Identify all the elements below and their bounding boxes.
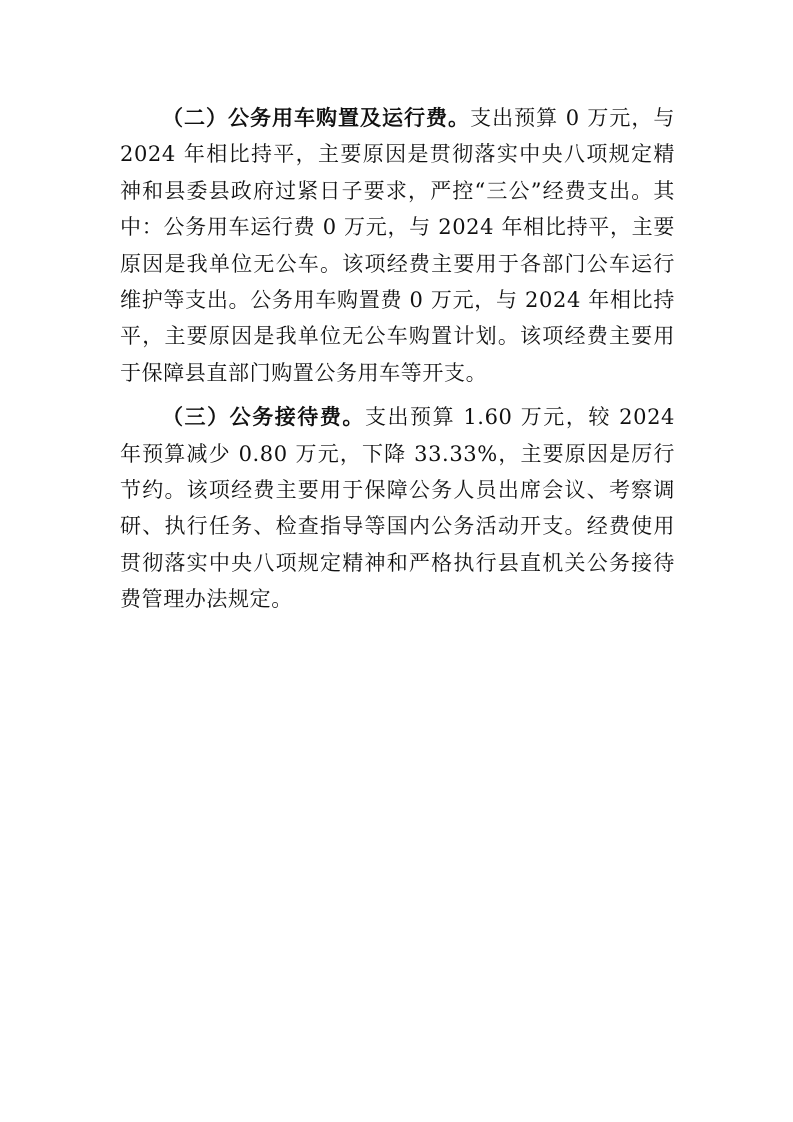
section-body-reception-expenses: 支出预算 1.60 万元，较 2024 年预算减少 0.80 万元，下降 33.33%，主要原因是厉行节约。该项经费主要用于保障公务人员出席会议、考察调研、执行任务、检查指导等国内公务活动开支。经费使用贯彻落实中央八项规定精神和严格执行县直机关公务接待费管理办法规定。 xyxy=(120,405,675,612)
paragraph-reception-expenses xyxy=(120,399,675,617)
section-heading-reception-expenses: （三）公务接待费。 xyxy=(162,404,365,430)
document-content xyxy=(120,100,675,626)
section-body-vehicle-expenses: 支出预算 0 万元，与 2024 年相比持平，主要原因是贯彻落实中央八项规定精神和县委县政府过紧日子要求，严控“三公”经费支出。其中：公务用车运行费 0 万元，与 2024 年相比持平，主要原因是我单位无公车。该项经费主要用于各部门公车运行维护等支出。公务用车购置费 0 万元，与 2024 年相比持平，主要原因是我单位无公车购置计划。该项经费主要用于保障县直部门购置公务用车等开支。 xyxy=(120,106,676,385)
paragraph-vehicle-expenses xyxy=(120,100,675,391)
section-heading-vehicle-expenses: （二）公务用车购置及运行费。 xyxy=(162,105,471,130)
